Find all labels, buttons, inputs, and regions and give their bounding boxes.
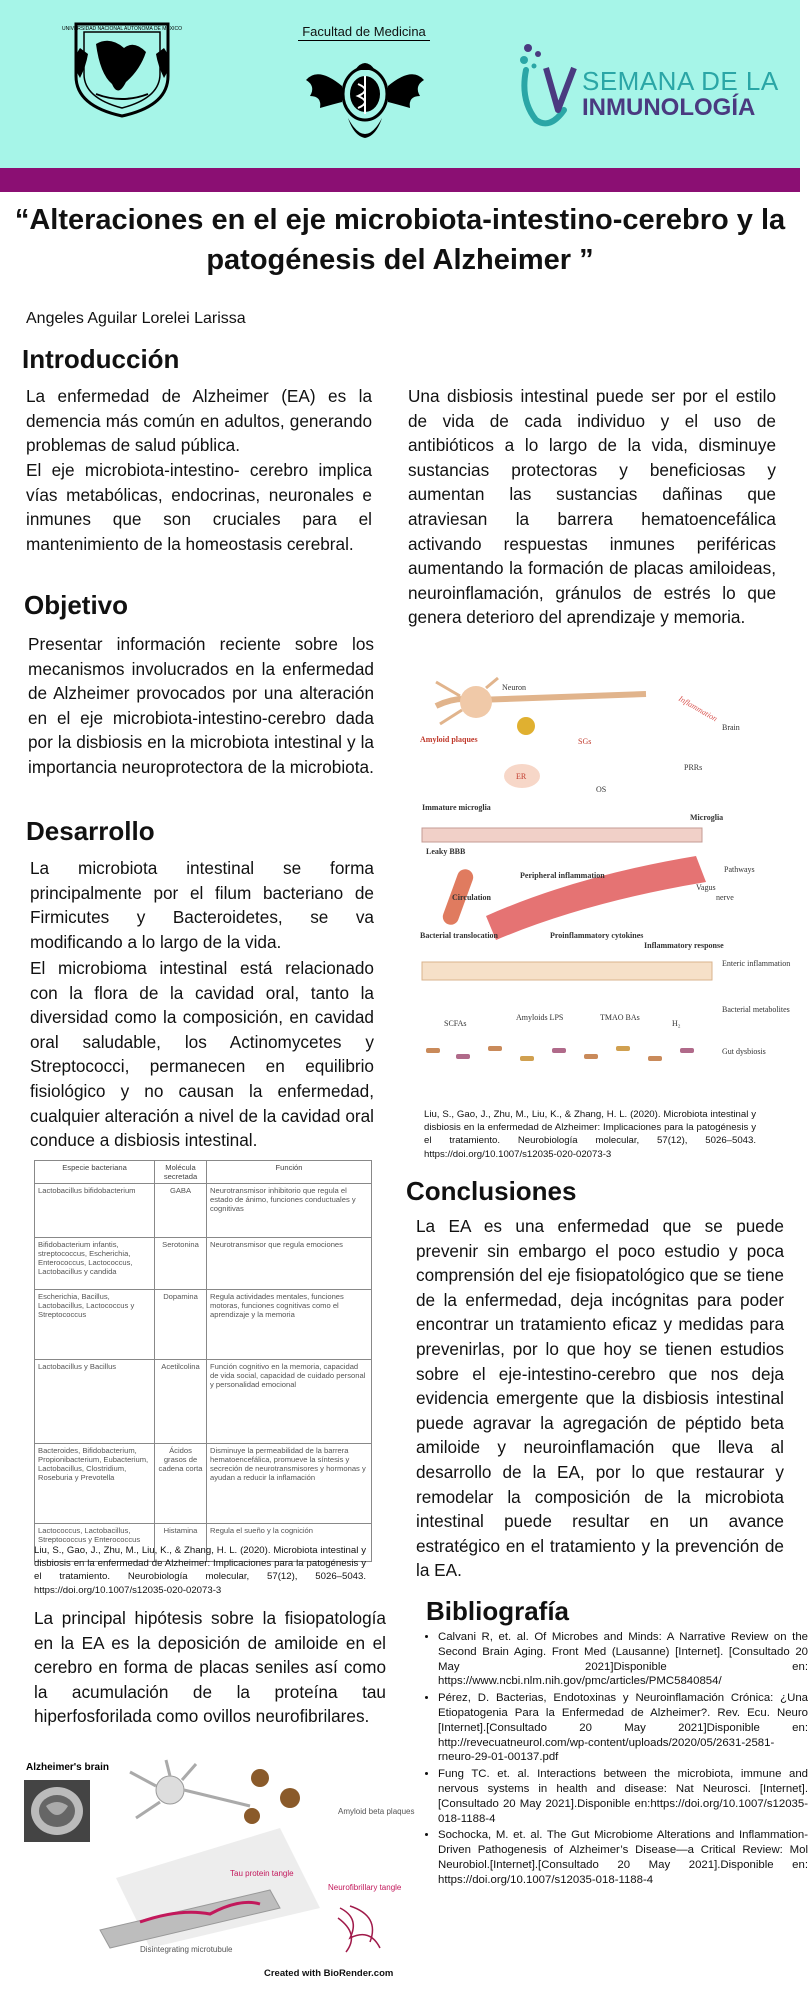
development-paragraph-3: La principal hipótesis sobre la fisiopatología en la EA es la deposición de amiloide en el cerebro en forma de placas seniles así como la acumulación de la proteína tau hiperfosforilada como ovillos neurofibrilares. bbox=[34, 1608, 386, 1727]
label-leaky: Leaky BBB bbox=[426, 847, 466, 856]
accent-band bbox=[0, 168, 800, 192]
table-cell: Bacteroides, Bifidobacterium, Propionibacterium, Eubacterium, Lactobacillus, Clostridium, Roseburia y Prevotella bbox=[35, 1444, 155, 1524]
intro-heading: Introducción bbox=[22, 344, 180, 374]
label-circulation: Circulation bbox=[452, 893, 491, 902]
label-proinflam: Proinflammatory cytokines bbox=[550, 931, 644, 940]
faculty-emblem-logo bbox=[300, 46, 430, 152]
label-microglia: Microglia bbox=[690, 813, 724, 822]
table-row bbox=[35, 1444, 372, 1524]
table-cell: Bifidobacterium infantis, streptococcus, Escherichia, Enterococcus, Lactococcus, Lactobacillus y candida bbox=[35, 1238, 155, 1290]
tau-label: Tau protein tangle bbox=[230, 1869, 294, 1878]
bibliography-item: • Fung TC. et. al. Interactions between the microbiota, immune and nervous systems in health and disease: Nat Neurosci. [Internet].[Consultado 20 May 2021].Disponible en:https://doi.org/10.1007/s12035-018-1188-4 bbox=[438, 1767, 808, 1826]
author-name: Angeles Aguilar Lorelei Larissa bbox=[26, 310, 246, 327]
bibliography-item: • Sochocka, M. et. al. The Gut Microbiome Alterations and Inflammation-Driven Pathogenesis of Alzheimer’s Disease—a Critical Review: Mol Neurobiol.[Internet].[Consultado 20 May 2021].Disponible en: https://doi.org/10.1007/s12035-018-1188-4 bbox=[438, 1828, 808, 1887]
gut-epithelium bbox=[422, 962, 712, 980]
alzheimer-brain-figure bbox=[20, 1758, 415, 1954]
blood-vessel bbox=[486, 856, 706, 940]
table-cell: Lactobacillus bifidobacterium bbox=[35, 1184, 155, 1238]
label-enteric: Enteric inflammation bbox=[722, 959, 791, 968]
conclusions-heading: Conclusiones bbox=[406, 1176, 577, 1206]
intro-paragraph-2: El eje microbiota-intestino- cerebro implica vías metabólicas, endocrinas, neuronales e inmunes que son cruciales para el mantenimiento de la homeostasis cerebral. bbox=[26, 460, 372, 554]
gut-brain-axis-figure bbox=[416, 676, 791, 1076]
event-title-line2: INMUNOLOGÍA bbox=[582, 94, 756, 121]
label-inflammation: Inflammation bbox=[677, 693, 719, 724]
label-er: ER bbox=[516, 772, 527, 781]
objective-heading: Objetivo bbox=[24, 590, 129, 620]
unam-seal-text: UNIVERSIDAD NACIONAL AUTONOMA DE MEXICO bbox=[61, 26, 183, 32]
development-paragraph-2: El microbioma intestinal está relacionado con la flora de la cavidad oral, tanto la diversidad como la composición, en cavidad oral saludable, los Actinomycetes y Streptococci, permanecen en equilibrio fisiológico y no causan la enfermedad, cualquier alteración a nivel de la cavidad oral conduce a disbiosis intestinal. bbox=[30, 958, 374, 1151]
label-pathways: Pathways bbox=[724, 865, 755, 874]
nft-label: Neurofibrillary tangle bbox=[328, 1883, 402, 1892]
faculty-label: Facultad de Medicina bbox=[298, 24, 430, 41]
poster-title: “Alteraciones en el eje microbiota-intestino-cerebro y la patogénesis del Alzheimer ” bbox=[14, 204, 786, 276]
table-cell: Dopamina bbox=[155, 1290, 207, 1360]
bibliography-item: • Calvani R, et. al. Of Microbes and Minds: A Narrative Review on the Second Brain Aging. Front Med (Lausanne) [Internet]. [Consultado 20 May 2021]Disponible en: https://www.ncbi.nlm.nih.gov/pmc/articles/PMC5840854/ bbox=[438, 1630, 808, 1689]
development-paragraph-1: La microbiota intestinal se forma principalmente por el filum bacteriano de Firmicutes y Bacteroidetes, se va modificando a lo largo de la vida. bbox=[30, 858, 374, 952]
microtubule-label: Disintegrating microtubule bbox=[140, 1945, 233, 1954]
table-header-row bbox=[35, 1161, 372, 1184]
label-scfas: SCFAs bbox=[444, 1019, 467, 1028]
table-row bbox=[35, 1360, 372, 1444]
table-cell: GABA bbox=[155, 1184, 207, 1238]
semana-inmunologia-logo bbox=[514, 40, 582, 130]
label-metabolites: Bacterial metabolites bbox=[722, 1005, 790, 1014]
label-inflam-resp: Inflammatory response bbox=[644, 941, 724, 950]
table-cell: Escherichia, Bacillus, Lactobacillus, Lactococcus y Streptococcus bbox=[35, 1290, 155, 1360]
intro-paragraph-1: La enfermedad de Alzheimer (EA) es la demencia más común en adultos, generando problemas de salud pública. bbox=[26, 386, 372, 456]
event-title-line1: SEMANA DE LA bbox=[582, 66, 779, 96]
table-row bbox=[35, 1290, 372, 1360]
neurofibrillary-tangle-graphic bbox=[338, 1906, 380, 1952]
label-bacterial-trans: Bacterial translocation bbox=[420, 931, 498, 940]
table-row bbox=[35, 1238, 372, 1290]
bacteria-table bbox=[34, 1160, 372, 1562]
table-cell: Regula el sueño y la cognición bbox=[207, 1524, 372, 1562]
table-cell: Histamina bbox=[155, 1524, 207, 1562]
table-cell: Función cognitivo en la memoria, capacidad de vida social, capacidad de cuidado personal y personalidad emocional bbox=[207, 1360, 372, 1444]
bbb-layer bbox=[422, 828, 702, 842]
label-tmao: TMAO BAs bbox=[600, 1013, 640, 1022]
label-amyloids: Amyloids LPS bbox=[516, 1013, 564, 1022]
label-h2: H₂ bbox=[672, 1019, 681, 1028]
table-cell: Regula actividades mentales, funciones motoras, funciones cognitivas como el aprendizaje y la memoria bbox=[207, 1290, 372, 1360]
table-cell: Lactobacillus y Bacillus bbox=[35, 1360, 155, 1444]
table-cell: Neurotransmisor que regula emociones bbox=[207, 1238, 372, 1290]
table-cell: Acetilcolina bbox=[155, 1360, 207, 1444]
table-cell: Neurotransmisor inhibitorio que regula el estado de ánimo, funciones conductuales y cognitivas bbox=[207, 1184, 372, 1238]
table-row bbox=[35, 1184, 372, 1238]
label-immature: Immature microglia bbox=[422, 803, 491, 812]
table-cell: Disminuye la permeabilidad de la barrera hematoencefálica, promueve la síntesis y secreción de neurotransmisores y hormonas y ayudan a reducir la inflamación bbox=[207, 1444, 372, 1524]
amyloid-plaques-graphic bbox=[244, 1769, 300, 1824]
label-amyloid: Amyloid plaques bbox=[420, 735, 478, 744]
amyloid-label: Amyloid beta plaques bbox=[338, 1807, 415, 1816]
conclusions-paragraph: La EA es una enfermedad que se puede prevenir sin embargo el poco estudio y poca comprensión del eje fisiopatológico que se tiene de la enfermedad, deja incógnitas para poder encontrar un tratamiento eficaz y medidas para prevenirlas, por lo que hoy se tienen estudios sobre el eje-intestino-cerebro que nos deja evidencia emergente que la disbiosis intestinal puede agravar la agregación de péptido beta amiloide y neuroinflamación que lleva al desarrollo de la EA, por lo que restaurar y remodelar la composición de la microbiota intestinal puede resultar en un avance estratégico en el tratamiento y la prevención de la EA. bbox=[416, 1216, 784, 1581]
label-nerve: nerve bbox=[716, 893, 734, 902]
neuron-graphic bbox=[130, 1760, 250, 1818]
neuron-graphic bbox=[436, 678, 646, 724]
label-vagus: Vagus bbox=[696, 883, 716, 892]
label-brain: Brain bbox=[722, 723, 740, 732]
label-gut: Gut dysbiosis bbox=[722, 1047, 766, 1056]
unam-seal-logo bbox=[61, 18, 183, 118]
label-neuron: Neuron bbox=[502, 683, 526, 692]
label-peripheral: Peripheral inflammation bbox=[520, 871, 605, 880]
bibliography-item: • Pérez, D. Bacterias, Endotoxinas y Neuroinflamación Crónica: ¿Una Etiopatogenia Para la Enfermedad de Alzheimer?. Rev. Ecu. Neuro [Internet].[Consultado 20 May 2021]Disponible en: http://revecuatneurol.com/wp-content/uploads/2020/05/2631-2581-rneuro-29-01-00137.pdf bbox=[438, 1691, 808, 1765]
bibliography-list bbox=[416, 1630, 808, 1890]
label-sgs: SGs bbox=[578, 737, 592, 746]
table-cell: Lactococcus, Lactobacillus, Streptococcus y Enterococcus bbox=[35, 1524, 155, 1562]
table-header-cell: Especie bacteriana bbox=[35, 1161, 155, 1184]
brain-label: Alzheimer's brain bbox=[26, 1762, 109, 1773]
table-cell: Ácidos grasos de cadena corta bbox=[155, 1444, 207, 1524]
table-cell: Serotonina bbox=[155, 1238, 207, 1290]
table-header-cell: Molécula secretada bbox=[155, 1161, 207, 1184]
dysbiosis-paragraph: Una disbiosis intestinal puede ser por el estilo de vida de cada individuo y el uso de antibióticos a lo largo de la vida, disminuye sustancias protectoras y beneficiosas y aumentan las sustancias dañinas que atraviesan la barrera hematoencefálica activando respuestas inmunes periféricas aumentando la formación de placas amiloideas, neuroinflamación, gránulos de estrés lo que genera deterioro del aprendizaje y memoria. bbox=[408, 386, 776, 628]
table-citation: Liu, S., Gao, J., Zhu, M., Liu, K., & Zhang, H. L. (2020). Microbiota intestinal y disbiosis en la enfermedad de Alzheimer: Implicaciones para la patogénesis y el tratamiento. Neurobiología molecular, 57(12), 5026–5043. https://doi.org/10.1007/s12035-020-02073-3 bbox=[34, 1545, 366, 1596]
label-os: OS bbox=[596, 785, 607, 794]
table-header-cell: Función bbox=[207, 1161, 372, 1184]
footer-credit: Created with BioRender.com bbox=[264, 1968, 394, 1979]
gut-bacteria-graphic bbox=[426, 1046, 694, 1061]
label-prrs: PRRs bbox=[684, 763, 703, 772]
bibliography-heading: Bibliografía bbox=[426, 1596, 570, 1626]
figure-citation: Liu, S., Gao, J., Zhu, M., Liu, K., & Zhang, H. L. (2020). Microbiota intestinal y disbiosis en la enfermedad de Alzheimer: Implicaciones para la patogénesis y el tratamiento. Neurobiología molecular, 57(12), 5026–5043. https://doi.org/10.1007/s12035-020-02073-3 bbox=[424, 1109, 756, 1160]
objective-paragraph: Presentar información reciente sobre los mecanismos involucrados en la enfermedad de Alzheimer provocados por una alteración en el eje microbiota-intestino-cerebro dada por la disbiosis en la microbiota intestinal y la importancia neuroprotectora de la microbiota. bbox=[28, 634, 374, 777]
development-heading: Desarrollo bbox=[26, 816, 155, 846]
